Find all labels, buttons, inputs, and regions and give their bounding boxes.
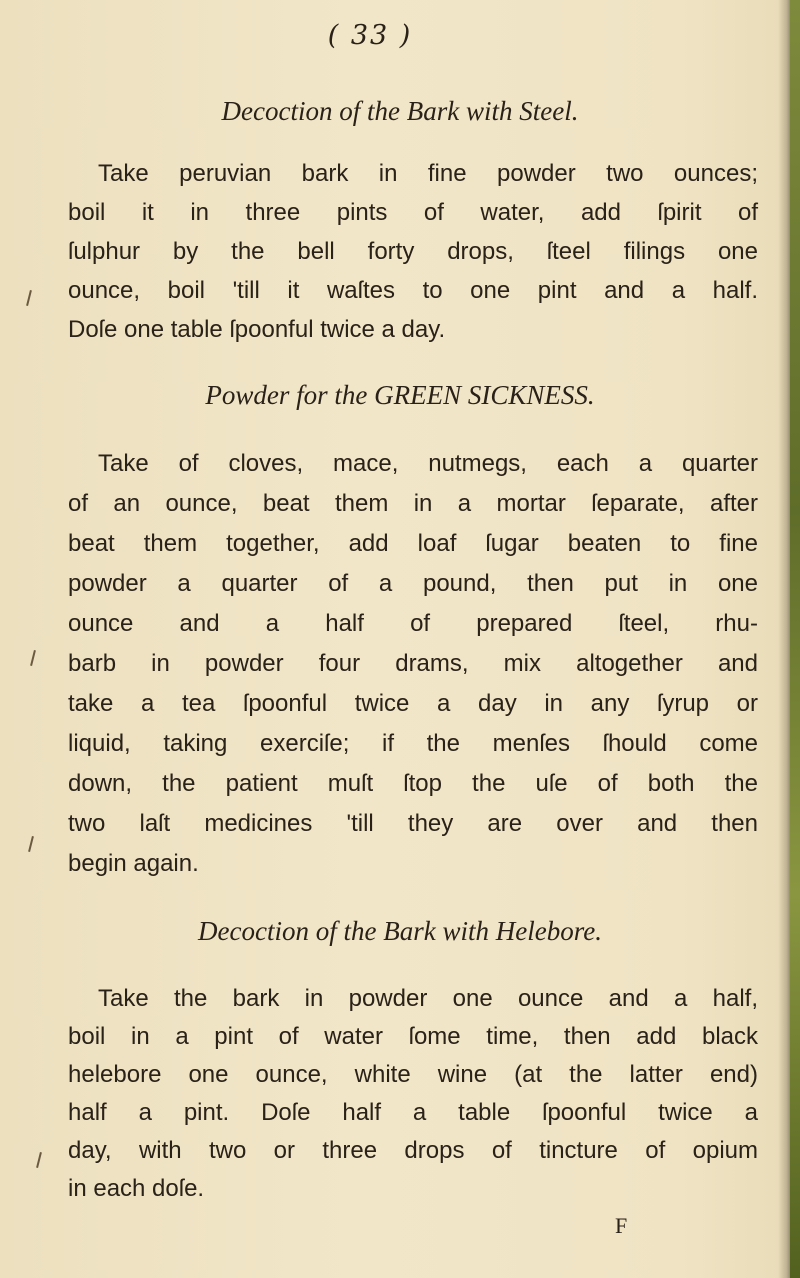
text-line: boil it in three pints of water, add ſpirit of bbox=[68, 199, 758, 226]
text-line: begin again. bbox=[68, 850, 199, 877]
book-cover-edge bbox=[790, 0, 800, 1278]
text-line: half a pint. Doſe half a table ſpoonful twice a bbox=[68, 1099, 758, 1126]
margin-mark bbox=[30, 650, 36, 666]
margin-mark bbox=[26, 290, 32, 306]
section-heading-bark-with-steel: Decoction of the Bark with Steel. bbox=[221, 96, 579, 126]
text-line: boil in a pint of water ſome time, then add black bbox=[68, 1023, 758, 1050]
margin-mark bbox=[28, 836, 34, 852]
text-line: ounce, boil 'till it waſtes to one pint and a half. bbox=[68, 277, 758, 304]
text-line: in each doſe. bbox=[68, 1175, 205, 1202]
text-line: of an ounce, beat them in a mortar ſeparate, after bbox=[68, 490, 758, 517]
text-line: day, with two or three drops of tincture of opium bbox=[68, 1137, 758, 1164]
text-line: Take of cloves, mace, nutmegs, each a quarter bbox=[98, 450, 758, 477]
text-line: powder a quarter of a pound, then put in one bbox=[68, 570, 758, 597]
text-line: Take peruvian bark in fine powder two ounces; bbox=[98, 160, 758, 187]
page-number: ( 33 ) bbox=[327, 20, 413, 51]
section-heading-green-sickness: Powder for the GREEN SICKNESS. bbox=[205, 380, 595, 410]
text-line: ounce and a half of prepared ſteel, rhu- bbox=[68, 610, 758, 637]
catchword: F bbox=[615, 1213, 628, 1238]
text-line: beat them together, add loaf ſugar beaten to fine bbox=[68, 530, 758, 557]
text-line: two laſt medicines 'till they are over and then bbox=[68, 810, 758, 837]
text-line: down, the patient muſt ſtop the uſe of both the bbox=[68, 770, 758, 797]
text-line: liquid, taking exerciſe; if the menſes ſhould come bbox=[68, 730, 758, 757]
text-line: helebore one ounce, white wine (at the latter end) bbox=[68, 1061, 758, 1088]
margin-mark bbox=[36, 1152, 42, 1168]
text-line: Take the bark in powder one ounce and a half, bbox=[98, 985, 758, 1012]
text-line: ſulphur by the bell forty drops, ſteel filings one bbox=[68, 238, 758, 265]
text-line: barb in powder four drams, mix altogether and bbox=[68, 650, 758, 677]
text-line: take a tea ſpoonful twice a day in any ſyrup or bbox=[68, 690, 758, 717]
text-line: Doſe one table ſpoonful twice a day. bbox=[68, 316, 446, 343]
section-heading-bark-with-helebore: Decoction of the Bark with Helebore. bbox=[198, 916, 602, 946]
